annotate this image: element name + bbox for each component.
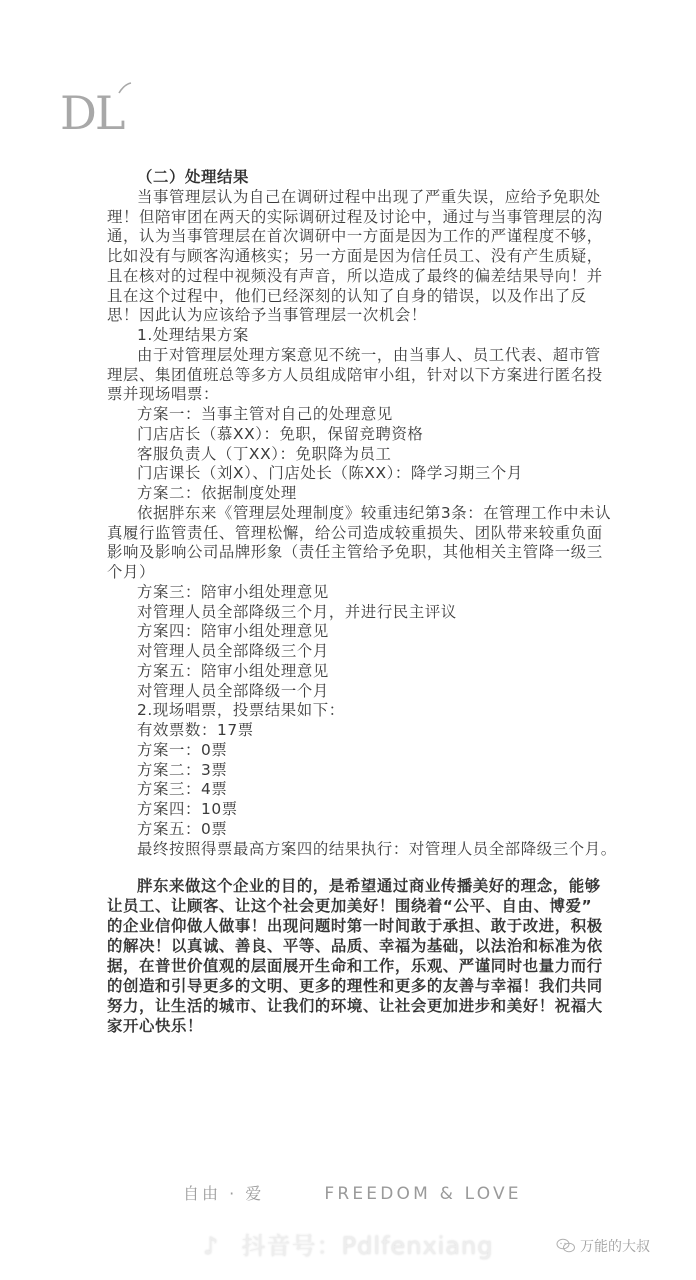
- text-line: 真履行监管责任、管理松懈，给公司造成较重损失、团队带来较重负面: [107, 523, 603, 542]
- paragraph-spacer: [107, 859, 591, 876]
- paragraph-review-result: [107, 187, 603, 326]
- final-decision: 最终按照得票最高方案四的结果执行：对管理人员全部降级三个月。: [137, 839, 617, 858]
- logo-text: DL: [60, 86, 124, 140]
- footer-slogan: [183, 1181, 522, 1204]
- plan-3: [107, 583, 591, 623]
- text-line: 且在核对的过程中视频没有声音，所以造成了最终的偏差结果导向！并: [107, 266, 603, 285]
- subsection-title-plans: 1.处理结果方案: [137, 326, 249, 344]
- vote-result-item: 方案二：3票: [137, 760, 228, 779]
- text-line: 通，认为当事管理层在首次调研中一方面是因为工作的严谨程度不够，: [107, 227, 603, 246]
- text-line: 的解决！以真诚、善良、平等、品质、幸福为基础，以法治和标准为依: [107, 937, 603, 956]
- text-line: 当事管理层认为自己在调研过程中出现了严重失误，应给予免职处: [137, 187, 601, 206]
- slogan-chinese: 自由 · 爱: [183, 1184, 265, 1203]
- text-line: 影响及影响公司品牌形象（责任主管给予免职，其他相关主管降一级三: [107, 543, 603, 562]
- text-line: 且在这个过程中，他们已经深刻的认知了自身的错误，以及作出了反: [107, 286, 587, 305]
- plan-detail: 对管理人员全部降级三个月，并进行民主评议: [137, 602, 457, 621]
- text-line: 思！因此认为应该给予当事管理层一次机会！: [107, 306, 427, 325]
- plan-1: [107, 405, 591, 484]
- text-line: 理层、集团值班总等多方人员组成陪审小组，针对以下方案进行匿名投: [107, 365, 603, 384]
- tiktok-icon: ♪: [203, 1232, 220, 1260]
- text-line: 家开心快乐！: [107, 1017, 203, 1036]
- text-line: 的企业信仰做人做事！出现问题时第一时间敢于承担、敢于改进，积极: [107, 917, 603, 936]
- plan-5: [107, 662, 591, 702]
- plan-item: 门店店长（慕XX）：免职，保留竞聘资格: [137, 424, 424, 443]
- subsection-title-votes: 2.现场唱票，投票结果如下：: [137, 701, 345, 720]
- valid-votes-count: 有效票数：17票: [137, 721, 254, 739]
- text-line: 由于对管理层处理方案意见不统一，由当事人、员工代表、超市管: [137, 345, 601, 364]
- vote-results-list: [107, 741, 591, 840]
- wechat-account-tag: [556, 1236, 650, 1256]
- text-line: 比如没有与顾客沟通核实；另一方面是因为信任员工、没有产生质疑，: [107, 247, 603, 265]
- plan-item: 客服负责人（丁XX）：免职降为员工: [137, 444, 392, 463]
- text-line: 让员工、让顾客、让这个社会更加美好！围绕着“公平、自由、博爱”: [107, 897, 593, 916]
- text-line: 依据胖东来《管理层处理制度》较重违纪第3条：在管理工作中未认: [137, 503, 612, 522]
- text-line: 努力，让生活的城市、让我们的环境、让社会更加进步和美好！祝福大: [107, 997, 603, 1016]
- plan-item: 门店课长（刘X）、门店处长（陈XX）：降学习期三个月: [137, 464, 523, 483]
- text-line: 个月）: [107, 563, 155, 581]
- paragraph-plan-intro: [107, 345, 603, 405]
- text-line: 票并现场唱票：: [107, 385, 219, 404]
- wechat-account-name: 万能的大叔: [580, 1239, 650, 1255]
- plan-detail: 对管理人员全部降级一个月: [137, 681, 329, 700]
- plan-title: 方案一：当事主管对自己的处理意见: [137, 405, 393, 423]
- text-line: 的创造和引导更多的文明、更多的理性和更多的友善与幸福！我们共同: [107, 977, 603, 996]
- wechat-icon: [556, 1238, 576, 1254]
- plan-title: 方案四：陪审小组处理意见: [137, 622, 329, 641]
- plan-title: 方案五：陪审小组处理意见: [137, 661, 329, 680]
- section-heading: （二）处理结果: [137, 168, 249, 186]
- vote-result-item: 方案三：4票: [137, 780, 228, 799]
- text-line: 胖东来做这个企业的目的，是希望通过商业传播美好的理念，能够: [137, 877, 601, 896]
- brand-logo: [60, 82, 140, 142]
- vote-result-item: 方案四：10票: [137, 800, 238, 818]
- plan-4: [107, 622, 591, 662]
- document-body: [107, 168, 617, 1036]
- plan-detail: 对管理人员全部降级三个月: [137, 642, 329, 660]
- slogan-english: FREEDOM & LOVE: [324, 1184, 522, 1204]
- logo-accent-icon: [118, 82, 132, 94]
- plan-2: [107, 484, 612, 583]
- text-line: 理！但陪审团在两天的实际调研过程及讨论中，通过与当事管理层的沟: [107, 207, 603, 226]
- plan-title: 方案二：依据制度处理: [137, 484, 297, 502]
- vote-result-item: 方案一：0票: [137, 740, 228, 759]
- douyin-watermark: [203, 1226, 493, 1261]
- closing-paragraph: [107, 876, 603, 1036]
- text-line: 据，在普世价值观的层面展开生命和工作，乐观、严谨同时也量力而行: [107, 957, 603, 976]
- vote-result-item: 方案五：0票: [137, 819, 228, 838]
- watermark-text: 抖音号：Pdlfenxiang: [241, 1232, 494, 1260]
- plan-title: 方案三：陪审小组处理意见: [137, 582, 329, 601]
